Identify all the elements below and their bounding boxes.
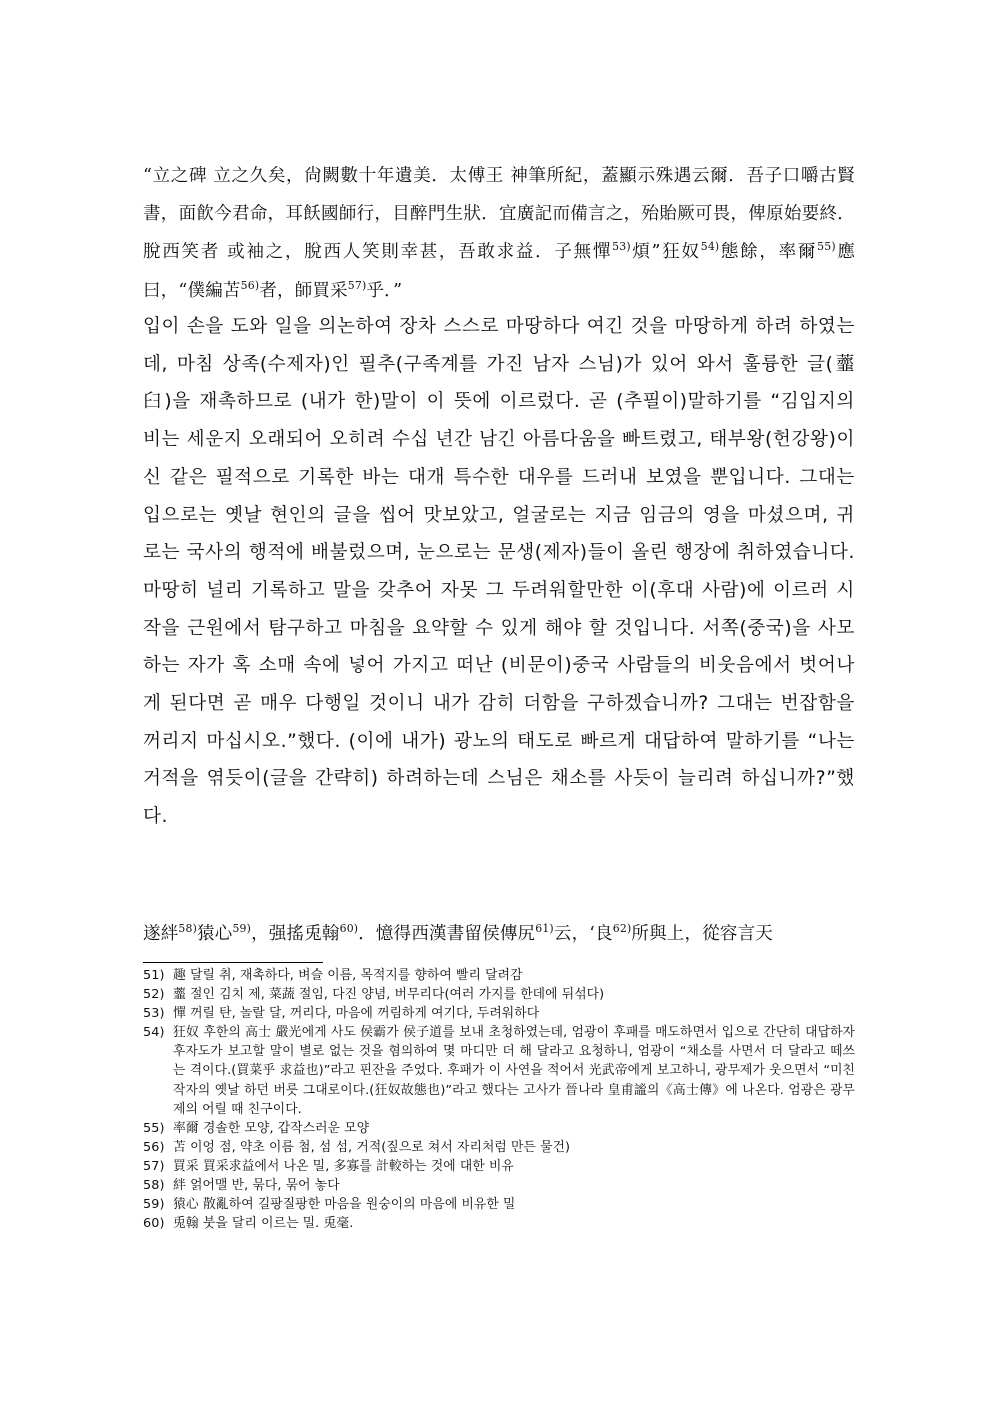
footnote-text: 趣 달릴 취, 재촉하다, 벼슬 이름, 목적지를 향하여 빨리 달려감	[173, 968, 523, 983]
footnote-number: 54)	[143, 1025, 165, 1041]
footnote-text: 絆 얽어맬 반, 묶다, 묶어 놓다	[173, 1178, 340, 1194]
footnote-53	[143, 1004, 855, 1023]
footnote-ref-59[interactable]: 59)	[232, 922, 252, 936]
footnote-ref-62[interactable]: 62)	[612, 922, 632, 936]
quote-text: 應曰，“僕編苫	[143, 242, 856, 301]
footnote-ref-57[interactable]: 57)	[347, 278, 367, 292]
footnote-ref-60[interactable]: 60)	[339, 922, 359, 936]
footnote-separator	[143, 962, 323, 963]
footnote-text: 憚 꺼릴 탄, 놀랄 달, 꺼리다, 마음에 꺼림하게 여기다, 두려워하다	[173, 1006, 540, 1022]
footnote-58	[143, 1176, 855, 1195]
footnote-51	[143, 966, 855, 985]
classical-chinese-continuation	[143, 916, 855, 952]
footnotes	[143, 966, 855, 1233]
footnote-number: 55)	[143, 1120, 165, 1136]
quote-text: 者，師買采	[259, 280, 348, 301]
footnote-55	[143, 1119, 855, 1138]
classical-chinese-quote	[143, 157, 855, 310]
footnote-ref-54[interactable]: 54)	[700, 240, 720, 254]
continuation-text: 猿心	[197, 924, 233, 944]
footnote-text: 苫 이엉 점, 약초 이름 첨, 섬 섬, 거적(짚으로 쳐서 자리처럼 만든 물건)	[173, 1139, 571, 1155]
footnote-text: 猿心 散亂하여 길팡질팡한 마음을 원숭이의 마음에 비유한 밀	[173, 1197, 516, 1213]
footnote-text: 虀 절인 김치 제, 菜蔬 절임, 다진 양념, 버무리다(여러 가지를 한데에 뒤섞다)	[173, 987, 605, 1003]
footnote-number: 56)	[143, 1139, 165, 1155]
continuation-text: 所與上，從容言天	[631, 924, 773, 944]
footnote-number: 52)	[143, 987, 165, 1003]
continuation-text: ，强搖兎翰	[251, 924, 340, 944]
footnote-ref-53[interactable]: 53)	[612, 240, 631, 254]
footnote-text: 兎翰 붓을 달리 이르는 밀. 兎毫.	[173, 1216, 354, 1232]
footnote-54	[143, 1023, 855, 1118]
continuation-text: 遂絆	[143, 924, 179, 944]
quote-text: 態餘，率爾	[719, 242, 818, 263]
footnote-59	[143, 1195, 855, 1214]
footnote-60	[143, 1214, 855, 1233]
footnote-text: 率爾 경솔한 모양, 갑작스러운 모양	[173, 1120, 370, 1136]
footnote-number: 51)	[143, 968, 165, 983]
quote-text: “立之碑 立之久矣，尙闕數十年遺美．太傅王 神筆所紀，蓋顯示殊遇云爾．吾子口嚼古賢書，面飮今君命，耳飫國師行，目醉門生狀．宜廣記而備言之，殆貽厥可畏，俾原始要終．脫西笑者 或袖之，脫西人笑則幸甚，吾敢求益．子無憚	[143, 166, 855, 263]
footnote-ref-55[interactable]: 55)	[817, 240, 836, 254]
footnote-56	[143, 1138, 855, 1157]
continuation-text: ．憶得西漢書留侯傳尻	[358, 924, 536, 944]
footnote-number: 59)	[143, 1197, 165, 1213]
footnote-number: 58)	[143, 1178, 165, 1194]
footnote-57	[143, 1157, 855, 1176]
footnote-text: 買采 買采求益에서 나온 밀, 多寡를 計較하는 것에 대한 비유	[173, 1158, 514, 1174]
footnote-number: 57)	[143, 1158, 165, 1174]
footnote-ref-61[interactable]: 61)	[535, 922, 554, 936]
footnote-number: 60)	[143, 1216, 165, 1232]
korean-translation: 입이 손을 도와 일을 의논하여 장차 스스로 마땅하다 여긴 것을 마땅하게 하려 하였는데, 마침 상족(수제자)인 필추(구족계를 가진 남자 스님)가 있어 와서 훌륭한 글(虀臼)을 재촉하므로 (내가 한)말이 이 뜻에 이르렀다. 곧 (추필이)말하기를 “김입지의 비는 세운지 오래되어 오히려 수십 년간 남긴 아름다움을 빠트렸고, 태부왕(헌강왕)이 신 같은 필적으로 기록한 바는 대개 특수한 대우를 드러내 보였을 뿐입니다. 그대는 입으로는 옛날 현인의 글을 씹어 맛보았고, 얼굴로는 지금 임금의 영을 마셨으며, 귀로는 국사의 행적에 배불렀으며, 눈으로는 문생(제자)들이 올린 행장에 취하였습니다. 마땅히 널리 기록하고 말을 갖추어 자못 그 두려워할만한 이(후대 사람)에 이르러 시작을 근원에서 탐구하고 마침을 요약할 수 있게 해야 할 것입니다. 서쪽(중국)을 사모하는 자가 혹 소매 속에 넣어 가지고 떠난 (비문이)중국 사람들의 비웃음에서 벗어나게 된다면 곧 매우 다행일 것이니 내가 감히 더함을 구하겠습니까? 그대는 번잡함을 꺼리지 마십시오.”했다. (이에 내가) 광노의 태도로 빠르게 대답하여 말하기를 “나는 거적을 엮듯이(글을 간략히) 하려하는데 스님은 채소를 사듯이 늘리려 하십니까?”했다.	[143, 316, 856, 828]
footnote-ref-58[interactable]: 58)	[178, 922, 198, 936]
footnote-text: 狂奴 후한의 高士 嚴光에게 사도 侯霸가 侯子道를 보내 초청하였는데, 엄광이 후패를 매도하면서 입으로 간단히 대답하자 후자도가 보고할 말이 별로 없는 것을 혐의하여 몇 마디만 더 해 달라고 요청하니, 엄광이 “채소를 사면서 더 달라고 떼쓰는 격이다.(買菜乎 求益也)”라고 핀잔을 주었다. 후패가 이 사연을 적어서 光武帝에게 보고하니, 광무제가 웃으면서 “미친 작자의 옛날 하던 버릇 그대로이다.(狂奴故態也)”라고 했다는 고사가 晉나라 皇甫謐의《高士傳》에 나온다. 엄광은 광무제의 어릴 때 친구이다.	[173, 1025, 855, 1117]
continuation-text: 云，‘良	[553, 924, 613, 944]
footnote-52	[143, 985, 855, 1004]
quote-text: 乎．”	[366, 280, 403, 301]
footnote-ref-56[interactable]: 56)	[240, 278, 260, 292]
quote-text: 煩”狂奴	[630, 242, 701, 263]
footnote-number: 53)	[143, 1006, 165, 1022]
